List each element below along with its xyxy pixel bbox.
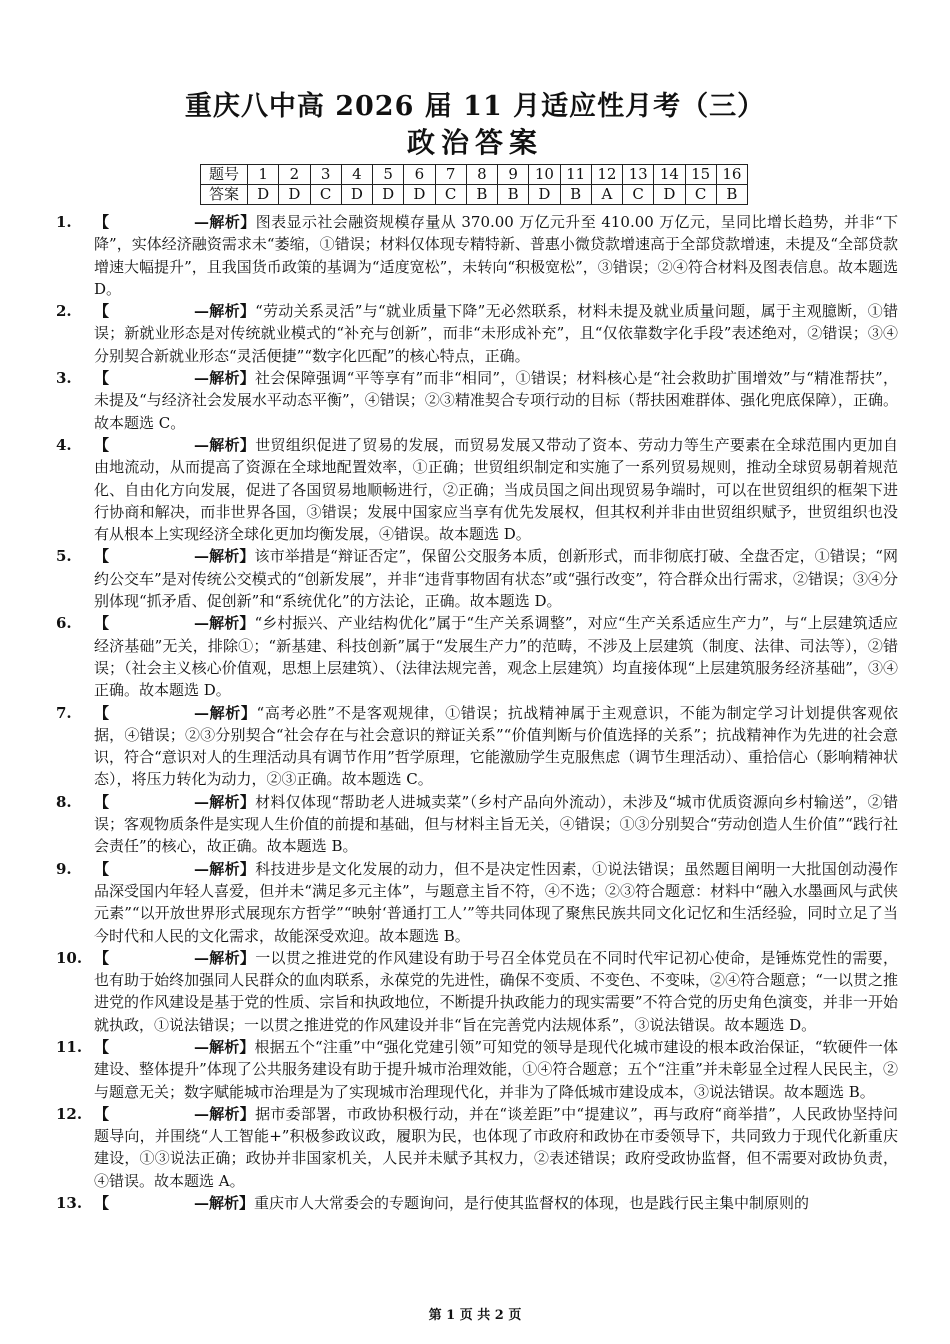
item-number: 13.: [56, 1194, 83, 1213]
analysis-text: 科技进步是文化发展的动力，但不是决定性因素，①说法错误；虽然题目阐明一大批国创动漫作品深受国内年轻人喜爱，但并未“满足多元主体”，与题意主旨不符，④不选；②③符合题意：材料中“融入水墨画风与武侠元素”“以开放世界形式展现东方哲学”“映射‘普通打工人’”等共同体现了聚焦民族共同文化记忆和生活经验，同时立足了当今时代和人民的文化需求，故能深受欢迎。故本题选 B。: [94, 859, 898, 945]
answer-bracket: 【: [94, 614, 110, 633]
question-number-cell: 2: [279, 165, 310, 185]
analysis-text: 材料仅体现“帮助老人进城卖菜”（乡村产品向外流动），未涉及“城市优质资源向乡村输送”，②错误；客观物质条件是实现人生价值的前提和基础，但与材料主旨无关，④错误；①③分别契合“劳动创造人生价值”“践行社会责任”的核心，故正确。故本题选 B。: [94, 792, 898, 856]
analysis-item: [56, 702, 898, 791]
analysis-tag: —解析】: [194, 948, 256, 967]
question-number-cell: 14: [654, 165, 685, 185]
answer-cell: C: [623, 185, 654, 205]
answer-bracket: 【: [94, 547, 110, 566]
analysis-item: [56, 858, 898, 947]
question-number-row: [201, 165, 748, 185]
answer-bracket: 【: [94, 859, 110, 878]
item-number: 4.: [56, 435, 72, 454]
answer-bracket: 【: [94, 213, 110, 231]
answer-cell: D: [279, 185, 310, 205]
answer-bracket: 【: [94, 302, 110, 321]
page-title: 重庆八中高 2026 届 11 月适应性月考（三）: [184, 91, 766, 122]
question-number-cell: 9: [498, 165, 529, 185]
answer-bracket: 【: [94, 1037, 110, 1056]
analysis-text: “高考必胜”不是客观规律，①错误；抗战精神属于主观意识，不能为制定学习计划提供客观依据，④错误；②③分别契合“社会存在与社会意识的辩证关系”“价值判断与价值选择的关系”；抗战精神作为先进的社会意识，符合“意识对人的生理活动具有调节作用”哲学原理，它能激励学生克服焦虑（调节生理活动）、重拾信心（影响精神状态），将压力转化为动力，②③正确。故本题选 C。: [94, 703, 898, 789]
answer-bracket: 【: [94, 792, 110, 811]
question-number-cell: 12: [591, 165, 622, 185]
question-number-cell: 8: [466, 165, 497, 185]
analysis-tag: —解析】: [194, 369, 256, 388]
analysis-text: 该市举措是“辩证否定”，保留公交服务本质，创新形式，而非彻底打破、全盘否定，①错误；“网约公交车”是对传统公交模式的“创新发展”，并非“违背事物固有状态”或“强行改变”，符合群众出行需求，②错误；③④分别体现“抓矛盾、促创新”和“系统优化”的方法论，正确。故本题选 D。: [94, 547, 898, 611]
item-number: 6.: [56, 614, 72, 633]
item-number: 11.: [56, 1037, 83, 1056]
analysis-tag: —解析】: [194, 1194, 255, 1213]
question-number-cell: 3: [310, 165, 341, 185]
question-number-cell: 13: [623, 165, 654, 185]
answer-cell: B: [466, 185, 497, 205]
analysis-tag: —解析】: [194, 614, 255, 633]
row-label-number: 题号: [201, 165, 248, 185]
analysis-item: [56, 300, 898, 367]
analysis-tag: —解析】: [194, 302, 256, 321]
analysis-text: 世贸组织促进了贸易的发展，而贸易发展又带动了资本、劳动力等生产要素在全球范围内更加自由地流动，从而提高了资源在全球地配置效率，①正确；世贸组织制定和实施了一系列贸易规则，推动全球贸易朝着规范化、自由化方向发展，促进了各国贸易地顺畅进行，②正确；当成员国之间出现贸易争端时，可以在世贸组织的框架下进行协商和解决，而非世界各国，③错误；发展中国家应当享有优先发展权，但其权利并非由世贸组织赋予，世贸组织也没有从根本上实现经济全球化更加均衡发展，④错误。故本题选 D。: [94, 435, 898, 544]
item-number: 12.: [56, 1104, 83, 1123]
question-number-cell: 5: [373, 165, 404, 185]
answer-cell: B: [716, 185, 747, 205]
answer-bracket: 【: [94, 369, 110, 388]
page-footer: 第 1 页 共 2 页: [428, 1308, 522, 1323]
analysis-tag: —解析】: [194, 547, 255, 566]
analysis-text: 图表显示社会融资规模存量从 370.00 万亿元升至 410.00 万亿元，呈同比增长趋势，并非“下降”，实体经济融资需求未“萎缩，①错误；材料仅体现专精特新、普惠小微贷款增速高于全部贷款增速，未提及“全部贷款增速大幅提升”，且我国货币政策的基调为“适度宽松”，未转向“积极宽松”，③错误；②④符合材料及图表信息。故本题选 D。: [94, 213, 898, 298]
question-number-cell: 11: [560, 165, 591, 185]
item-number: 2.: [56, 302, 72, 321]
answer-cell: A: [591, 185, 622, 205]
answer-cell: C: [435, 185, 466, 205]
answer-cell: D: [341, 185, 372, 205]
analysis-tag: —解析】: [194, 792, 256, 811]
answer-cell: D: [529, 185, 560, 205]
item-number: 10.: [56, 948, 83, 967]
answer-cell: C: [310, 185, 341, 205]
analysis-item: [56, 367, 898, 434]
analysis-tag: —解析】: [194, 213, 256, 231]
analysis-text: “劳动关系灵活”与“就业质量下降”无必然联系，材料未提及就业质量问题，属于主观臆断，①错误；新就业形态是对传统就业模式的“补充与创新”，而非“未形成补充”，且“仅依靠数字化手段”表述绝对，②错误；③④分别契合新就业形态“灵活便捷”“数字化匹配”的核心特点，正确。: [94, 302, 898, 365]
analysis-item: [56, 1103, 898, 1192]
analysis-tag: —解析】: [194, 1104, 256, 1123]
item-number: 1.: [56, 213, 72, 231]
answer-bracket: 【: [94, 948, 110, 967]
analysis-text: 社会保障强调“平等享有”而非“相同”，①错误；材料核心是“社会救助扩围增效”与“精准帮扶”，未提及“与经济社会发展水平动态平衡”，④错误；②③精准契合专项行动的目标（帮扶困难群体、强化兜底保障），正确。故本题选 C。: [94, 369, 898, 432]
answer-bracket: 【: [94, 703, 110, 722]
analysis-tag: —解析】: [194, 1037, 255, 1056]
item-number: 8.: [56, 792, 72, 811]
analysis-text: 据市委部署，市政协积极行动，并在“谈差距”中“提建议”，再与政府“商举措”，人民政协坚持问题导向，并围绕“人工智能+”积极参政议政，履职为民，也体现了市政府和政协在市委领导下，共同致力于现代化新重庆建设，①③说法正确；政协并非国家机关，人民并未赋予其权力，②表述错误；政府受政协监督，但不需要对政协负责，④错误。故本题选 A。: [94, 1104, 898, 1190]
analysis-tag: —解析】: [194, 435, 256, 454]
analysis-item: [56, 947, 898, 1036]
analysis-list: [56, 211, 898, 1214]
analysis-item: [56, 434, 898, 545]
question-number-cell: 10: [529, 165, 560, 185]
answer-cell: B: [498, 185, 529, 205]
analysis-text: 一以贯之推进党的作风建设有助于号召全体党员在不同时代牢记初心使命，是锤炼党性的需要，也有助于始终加强同人民群众的血肉联系，永葆党的先进性，确保不变质、不变色、不变味，②④符合题意；“一以贯之推进党的作风建设是基于党的性质、宗旨和执政地位，不断提升执政能力的现实需要”不符合党的历史角色演变，并非一开始就执政，①说法错误；一以贯之推进党的作风建设并非“旨在完善党内法规体系”，③说法错误。故本题选 D。: [94, 948, 898, 1034]
item-number: 9.: [56, 859, 72, 878]
page-subtitle: 政治答案: [406, 126, 543, 159]
analysis-item: [56, 612, 898, 701]
item-number: 5.: [56, 547, 72, 566]
analysis-item: [56, 1036, 898, 1103]
analysis-text: “乡村振兴、产业结构优化”属于“生产关系调整”，对应“生产关系适应生产力”，与“上层建筑适应经济基础”无关，排除①；“新基建、科技创新”属于“发展生产力”的范畴，不涉及上层建筑（制度、法律、司法等），②错误；（社会主义核心价值观，思想上层建筑）、（法律法规完善，观念上层建筑）均直接体现“上层建筑服务经济基础”，③④正确。故本题选 D。: [94, 614, 898, 700]
analysis-item: [56, 1192, 898, 1214]
question-number-cell: 7: [435, 165, 466, 185]
answer-row: [201, 185, 748, 205]
answer-cell: C: [685, 185, 716, 205]
question-number-cell: 4: [341, 165, 372, 185]
analysis-text: 重庆市人大常委会的专题询问，是行使其监督权的体现，也是践行民主集中制原则的: [254, 1194, 810, 1213]
analysis-item: [56, 545, 898, 612]
analysis-tag: —解析】: [194, 703, 257, 722]
analysis-text: 根据五个“注重”中“强化党建引领”可知党的领导是现代化城市建设的根本政治保证，“软硬件一体建设、整体提升”体现了公共服务建设有助于提升城市治理效能，①④符合题意；五个“注重”并未彰显全过程人民民主，②与题意无关；数字赋能城市治理是为了实现城市治理现代化，并非为了降低城市建设成本，③说法错误。故本题选 B。: [94, 1037, 898, 1101]
answer-bracket: 【: [94, 1194, 110, 1213]
item-number: 3.: [56, 369, 72, 388]
answer-cell: D: [654, 185, 685, 205]
analysis-item: [56, 211, 898, 300]
question-number-cell: 1: [248, 165, 279, 185]
answer-cell: D: [373, 185, 404, 205]
answer-bracket: 【: [94, 435, 110, 454]
answer-cell: B: [560, 185, 591, 205]
answer-cell: D: [404, 185, 435, 205]
item-number: 7.: [56, 703, 72, 722]
analysis-tag: —解析】: [194, 859, 256, 878]
answer-key-table: [200, 164, 748, 205]
question-number-cell: 6: [404, 165, 435, 185]
question-number-cell: 16: [716, 165, 747, 185]
answer-cell: D: [248, 185, 279, 205]
question-number-cell: 15: [685, 165, 716, 185]
analysis-item: [56, 791, 898, 858]
row-label-answer: 答案: [201, 185, 248, 205]
answer-bracket: 【: [94, 1104, 110, 1123]
